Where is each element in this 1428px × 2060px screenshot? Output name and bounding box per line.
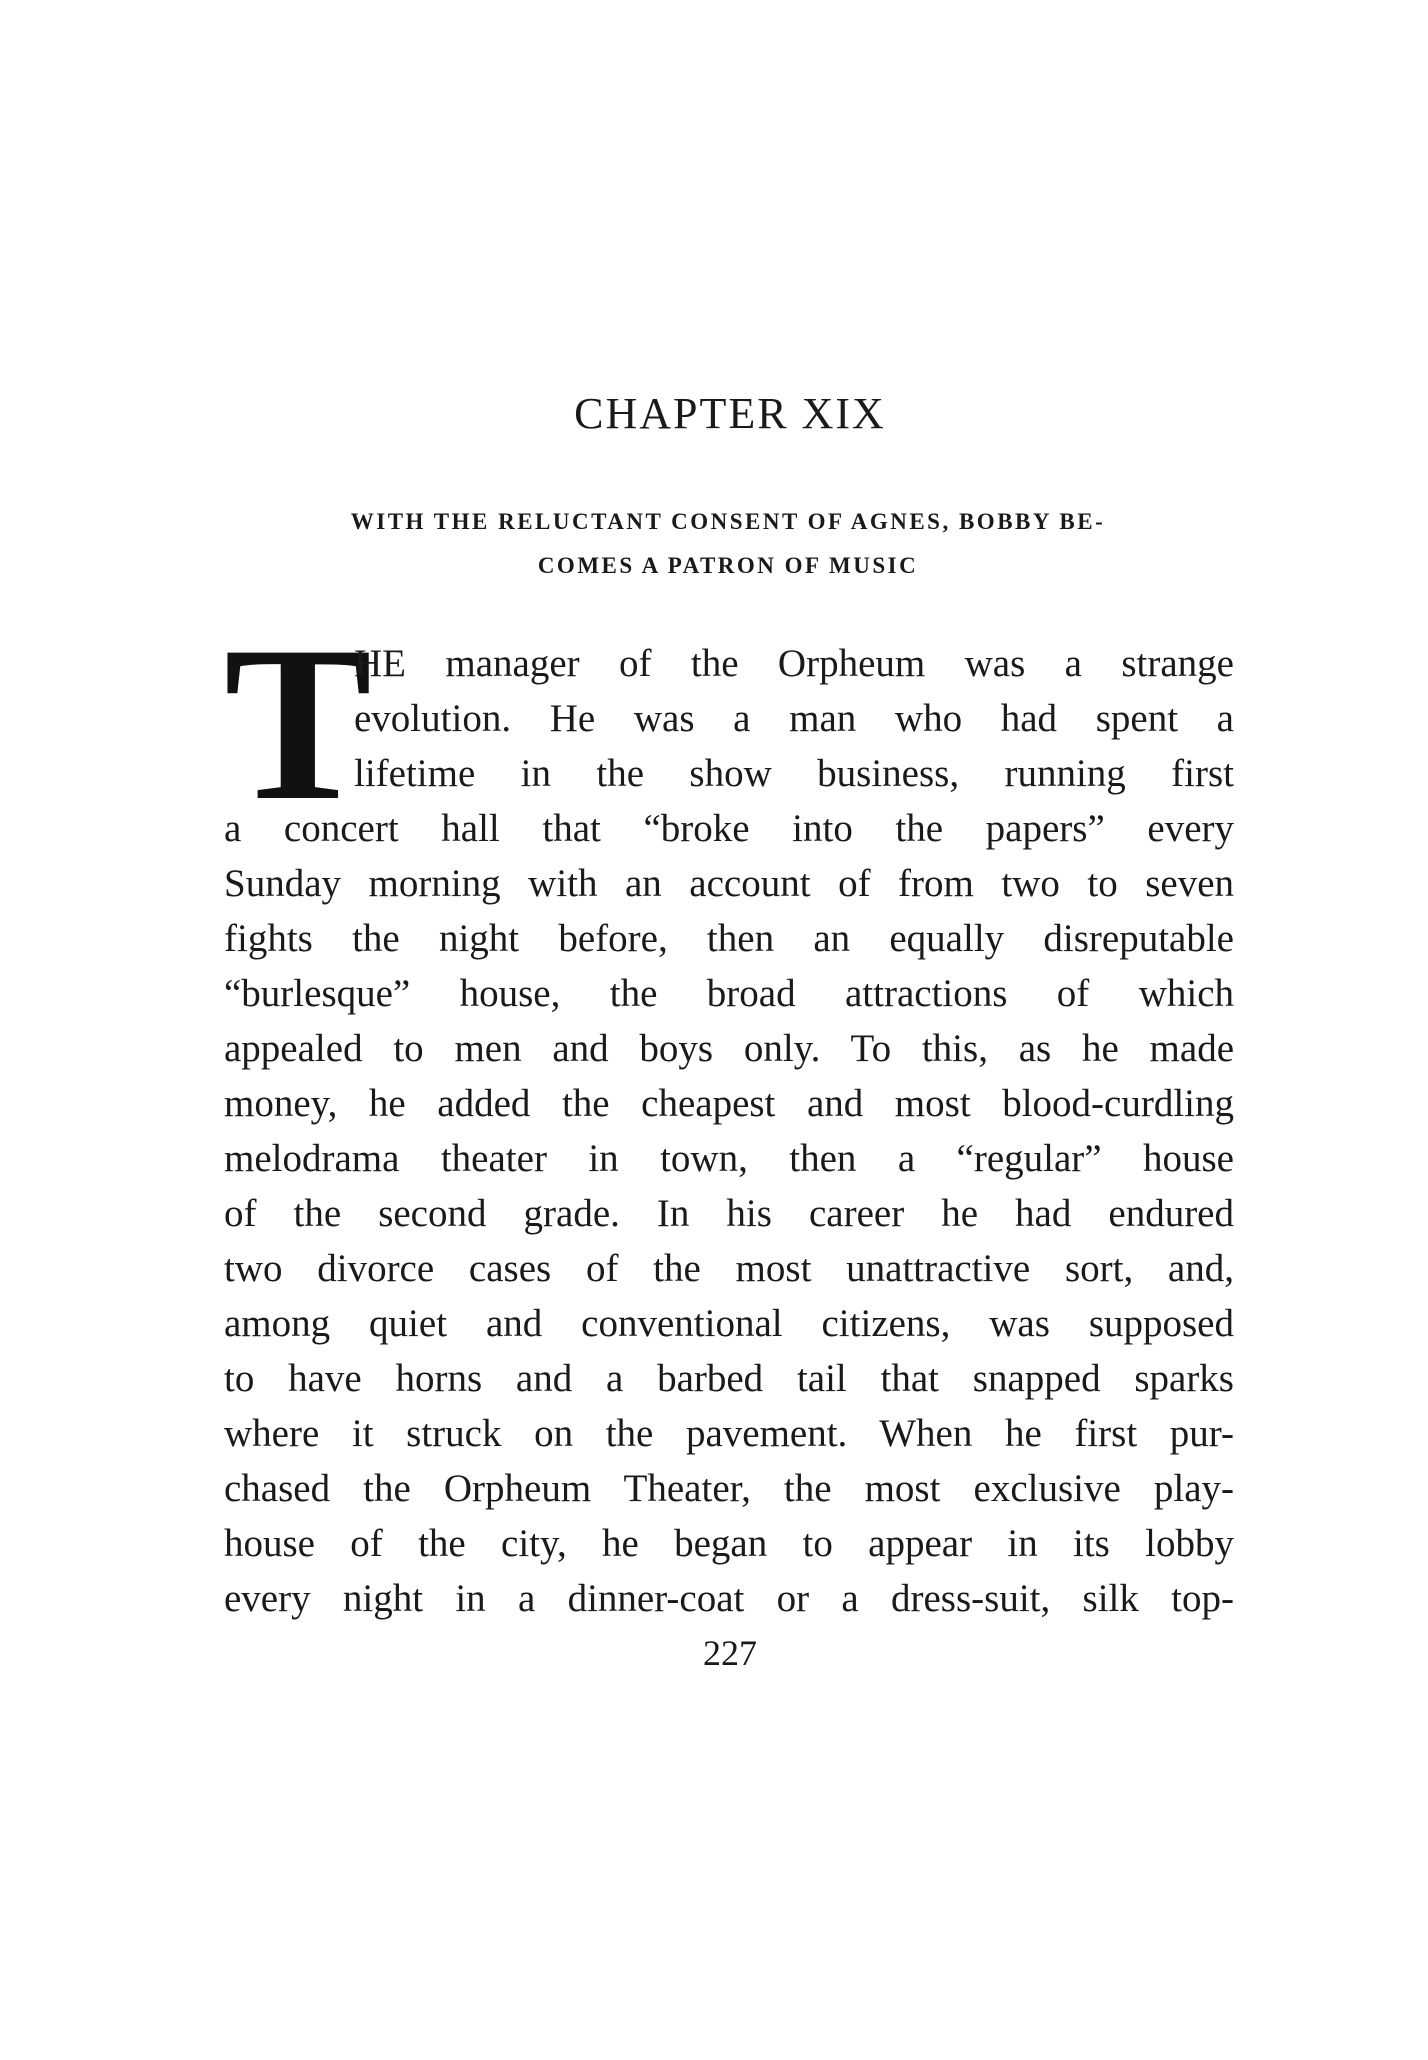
chapter-subtitle — [222, 500, 1234, 588]
body-text — [224, 601, 1234, 1626]
text-line: fights the night before, then an equally disreputable — [224, 917, 1234, 960]
text-line: where it struck on the pavement. When he first pur- — [224, 1412, 1234, 1455]
chapter-subtitle-line-2: COMES A PATRON OF MUSIC — [537, 553, 919, 578]
text-line: among quiet and conventional citizens, was supposed — [224, 1302, 1234, 1345]
text-line: money, he added the cheapest and most blood-curdling — [224, 1082, 1234, 1125]
text-line: to have horns and a barbed tail that snapped sparks — [224, 1357, 1234, 1400]
text-line: chased the Orpheum Theater, the most exclusive play- — [224, 1467, 1234, 1510]
text-line: melodrama theater in town, then a “regular” house — [224, 1137, 1234, 1180]
text-line: evolution. He was a man who had spent a — [354, 697, 1234, 740]
text-line: two divorce cases of the most unattractive sort, and, — [224, 1247, 1234, 1290]
text-line: a concert hall that “broke into the papers” every — [224, 807, 1234, 850]
text-line: appealed to men and boys only. To this, as he made — [224, 1027, 1234, 1070]
text-line: Sunday morning with an account of from two to seven — [224, 862, 1234, 905]
text-line: house of the city, he began to appear in its lobby — [224, 1522, 1234, 1565]
text-line: of the second grade. In his career he had endured — [224, 1192, 1234, 1235]
chapter-title: CHAPTER XIX — [574, 389, 886, 438]
text-line: every night in a dinner-coat or a dress-suit, silk top- — [224, 1577, 1234, 1620]
text-line: HE manager of the Orpheum was a strange — [354, 642, 1234, 685]
page-number: 227 — [703, 1633, 757, 1673]
text-line: lifetime in the show business, running first — [354, 752, 1234, 795]
chapter-subtitle-line-1: WITH THE RELUCTANT CONSENT OF AGNES, BOBBY BE- — [350, 509, 1106, 534]
text-line: “burlesque” house, the broad attractions of which — [224, 972, 1234, 1015]
drop-cap: T — [224, 601, 373, 847]
